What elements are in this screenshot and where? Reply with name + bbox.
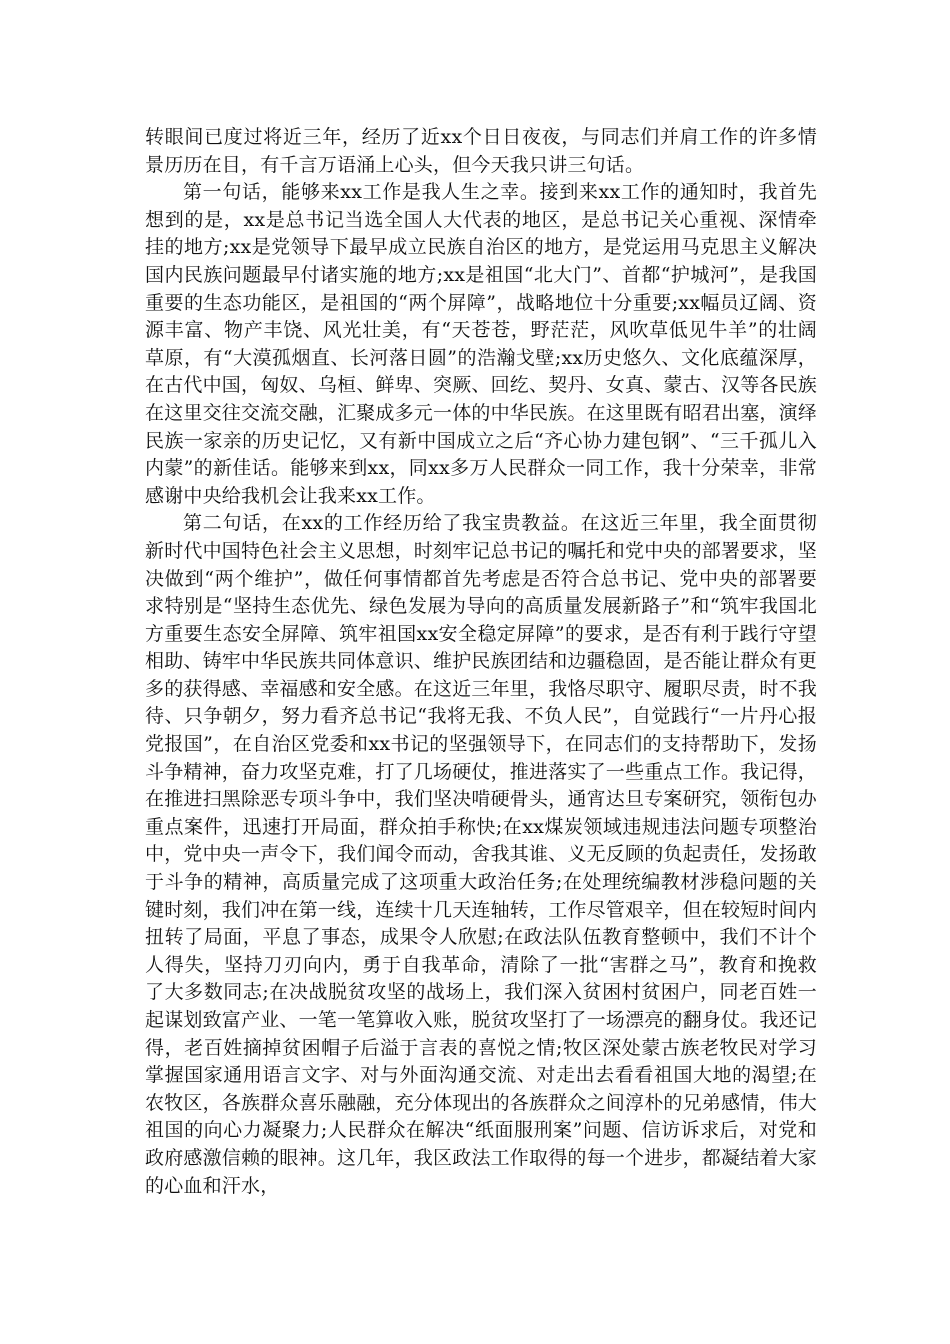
paragraph-3: 第二句话，在xx的工作经历给了我宝贵教益。在这近三年里，我全面贯彻新时代中国特色社会主义思想，时刻牢记总书记的嘱托和党中央的部署要求，坚决做到“两个维护”，做任何事情都首先考虑是否符合总书记、党中央的部署要求特别是“坚持生态优先、绿色发展为导向的高质量发展新路子”和“筑牢我国北方重要生态安全屏障、筑牢祖国xx安全稳定屏障”的要求，是否有利于践行守望相助、铸牢中华民族共同体意识、维护民族团结和边疆稳固，是否能让群众有更多的获得感、幸福感和安全感。在这近三年里，我恪尽职守、履职尽责，时不我待、只争朝夕，努力看齐总书记“我将无我、不负人民”，自觉践行“一片丹心报党报国”，在自治区党委和xx书记的坚强领导下，在同志们的支持帮助下，发扬斗争精神，奋力攻坚克难，打了几场硬仗，推进落实了一些重点工作。我记得，在推进扫黑除恶专项斗争中，我们坚决啃硬骨头，通宵达旦专案研究，领衔包办重点案件，迅速打开局面，群众拍手称快;在xx煤炭领域违规违法问题专项整治中，党中央一声令下，我们闻令而动，舍我其谁、义无反顾的负起责任，发扬敢于斗争的精神，高质量完成了这项重大政治任务;在处理统编教材涉稳问题的关键时刻，我们冲在第一线，连续十几天连轴转，工作尽管艰辛，但在较短时间内扭转了局面，平息了事态，成果令人欣慰;在政法队伍教育整顿中，我们不计个人得失，坚持刀刃向内，勇于自我革命，清除了一批“害群之马”，教育和挽救了大多数同志;在决战脱贫攻坚的战场上，我们深入贫困村贫困户，同老百姓一起谋划致富产业、一笔一笔算收入账，脱贫攻坚打了一场漂亮的翻身仗。我还记得，老百姓摘掉贫困帽子后溢于言表的喜悦之情;牧区深处蒙古族老牧民对学习掌握国家通用语言文字、对与外面沟通交流、对走出去看看祖国大地的渴望;在农牧区，各族群众喜乐融融，充分体现出的各族群众之间淳朴的兄弟感情，伟大祖国的向心力凝聚力;人民群众在解决“纸面服刑案”问题、信访诉求后，对党和政府感激信赖的眼神。这几年，我区政法工作取得的每一个进步，都凝结着大家的心血和汗水，: [145, 512, 818, 1197]
document-body: [145, 124, 817, 1200]
paragraph-2: 第一句话，能够来xx工作是我人生之幸。接到来xx工作的通知时，我首先想到的是，xx是总书记当选全国人大代表的地区，是总书记关心重视、深情牵挂的地方;xx是党领导下最早成立民族自治区的地方，是党运用马克思主义解决国内民族问题最早付诸实施的地方;xx是祖国“北大门”、首都“护城河”，是我国重要的生态功能区，是祖国的“两个屏障”，战略地位十分重要;xx幅员辽阔、资源丰富、物产丰饶、风光壮美，有“天苍苍，野茫茫，风吹草低见牛羊”的壮阔草原，有“大漠孤烟直、长河落日圆”的浩瀚戈壁;xx历史悠久、文化底蕴深厚，在古代中国，匈奴、乌桓、鲜卑、突厥、回纥、契丹、女真、蒙古、汉等各民族在这里交往交流交融，汇聚成多元一体的中华民族。在这里既有昭君出塞，演绎民族一家亲的历史记忆，又有新中国成立之后“齐心协力建包钢”、“三千孤儿入内蒙”的新佳话。能够来到xx，同xx多万人民群众一同工作，我十分荣幸，非常感谢中央给我机会让我来xx工作。: [145, 181, 818, 507]
paragraph-1: 转眼间已度过将近三年，经历了近xx个日日夜夜，与同志们并肩工作的许多情景历历在目，有千言万语涌上心头，但今天我只讲三句话。: [145, 126, 817, 176]
